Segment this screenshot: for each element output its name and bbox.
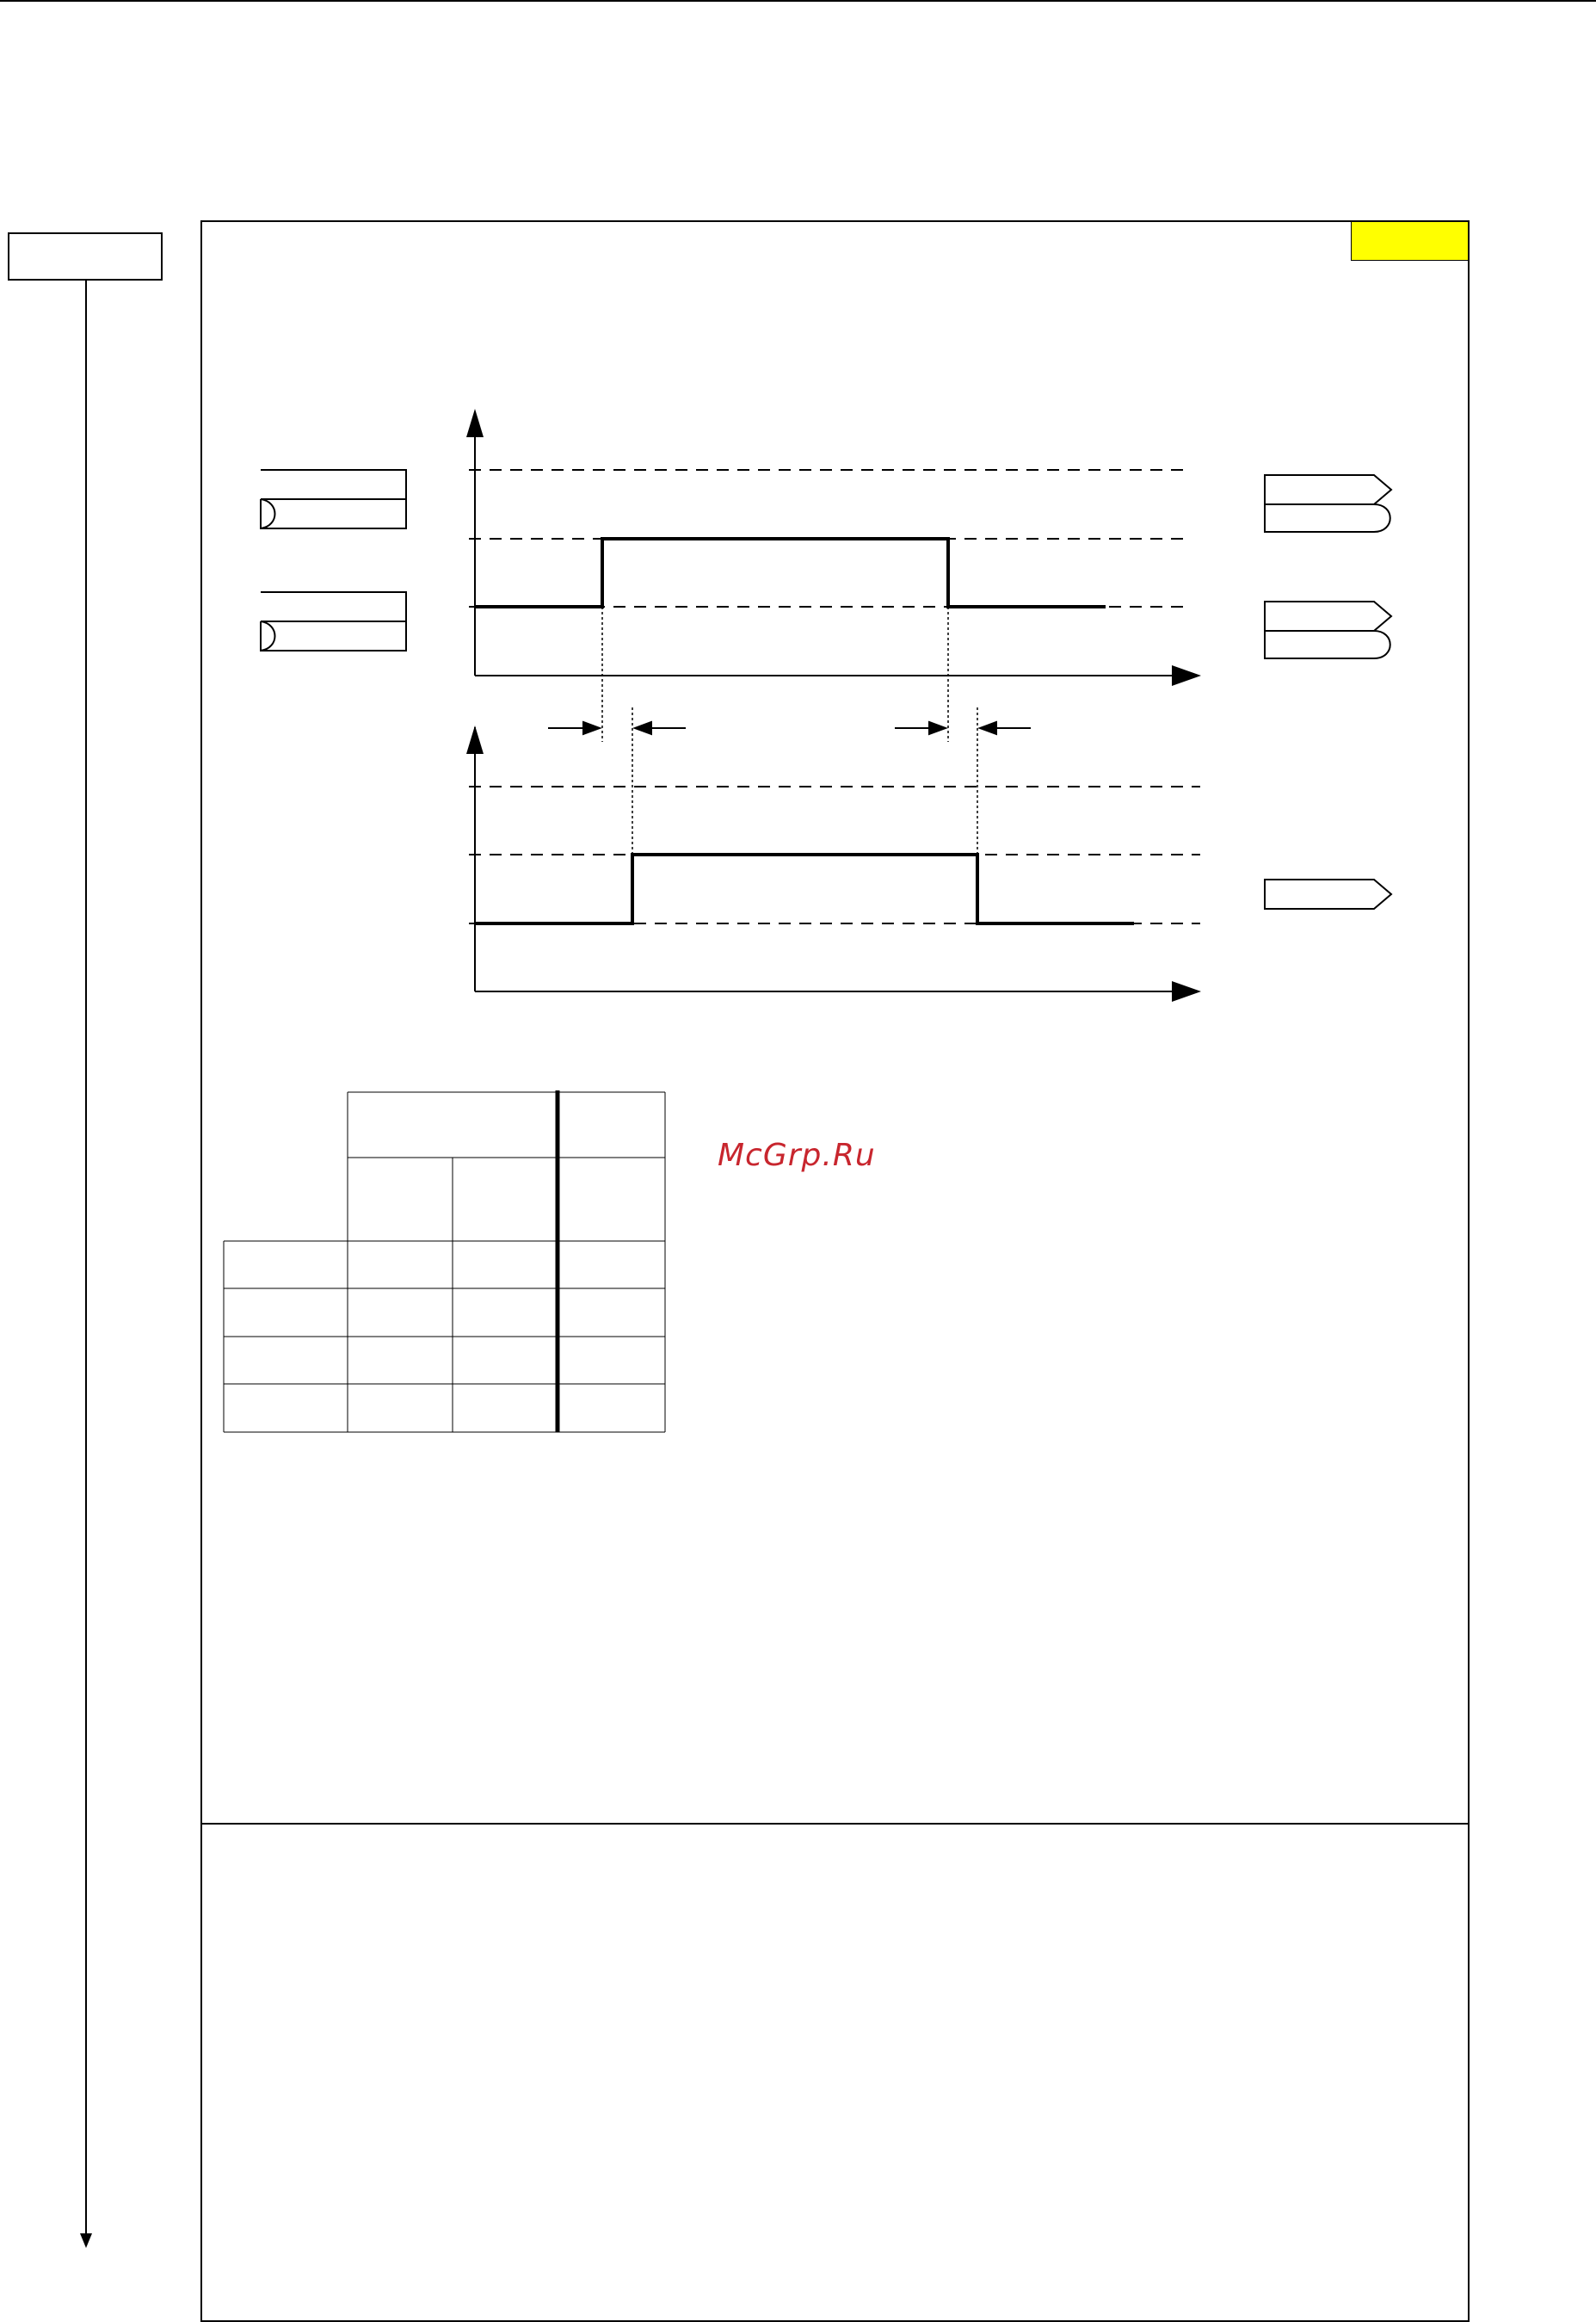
data-table — [224, 1090, 665, 1432]
input-connector-2 — [261, 592, 406, 651]
upper-signal-trace — [475, 539, 1106, 607]
delay-marker-guides — [602, 607, 977, 923]
lower-signal-trace — [475, 855, 1134, 923]
output-connector-1 — [1265, 475, 1391, 532]
lower-graph-axes — [466, 726, 1201, 1002]
delay-marker-arrows — [548, 722, 1031, 734]
flow-arrow — [80, 281, 92, 2248]
watermark-text: McGrp.Ru — [718, 1138, 876, 1173]
upper-graph-axes — [466, 409, 1201, 686]
input-connector-1 — [261, 470, 406, 528]
output-connector-3 — [1265, 880, 1391, 909]
output-connector-2 — [1265, 602, 1391, 658]
